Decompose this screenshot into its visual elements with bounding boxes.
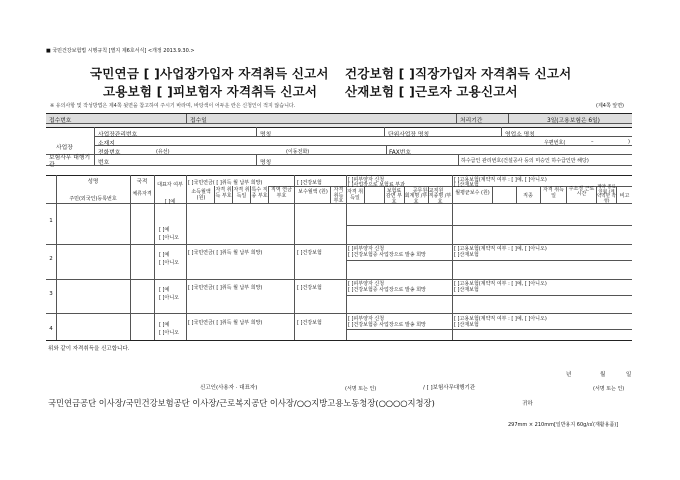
col-residence: 체류자격 <box>132 191 152 197</box>
hi-sub-acq-date: 자격 취득일 <box>346 189 364 201</box>
recipients-suffix: 귀하 <box>522 401 533 407</box>
date-month[interactable]: 월 <box>600 372 606 378</box>
emp-sub-hours: 주소정 근로 시간 <box>568 186 595 197</box>
emp-sub-contract-end: 계약 종료연월 (계약직만 작성) <box>597 185 616 204</box>
processing-period-label: 처리기간 <box>460 118 483 124</box>
workplace-section-label: 사업장 <box>56 145 73 151</box>
agency-number-label[interactable]: 번호 <box>98 160 110 166</box>
row2-emp[interactable]: [ ]고용보험(계약직 여부 : [ ]예, [ ]아니오) <box>454 246 547 252</box>
row2-acc[interactable]: [ ]산재보험 <box>454 252 479 258</box>
row4-card-mailing[interactable]: [ ]건강보험증 사업장으로 발송 희망 <box>348 322 426 328</box>
mobile-label: (이동전화) <box>286 149 310 155</box>
hi-sub-acq-code: 자격 취득 부호 <box>333 187 344 204</box>
dep-sub-public-servant: 공무원·교직원 <box>412 188 444 194</box>
emp-sub-note: 비고 <box>619 193 630 199</box>
title-national-pension: 국민연금 [ ]사업장가입자 자격취득 신고서 <box>90 66 329 81</box>
acc-header[interactable]: [ ]산재보험 <box>454 182 479 188</box>
emp-sub-acq-date: 자격 취득일 <box>543 187 564 199</box>
dependent-header[interactable]: [ ]피부양자 신청 <box>348 177 385 183</box>
row1-rep-yes[interactable]: [ ]예 <box>159 227 170 233</box>
dep-sub-reduction: 감면 부호 <box>385 193 403 205</box>
row2-dependent[interactable]: [ ]피부양자 신청 <box>348 246 385 252</box>
row3-hi[interactable]: [ ]건강보험 <box>297 285 322 291</box>
header-rep-yes[interactable]: [ ]예 <box>164 199 176 205</box>
row-number-3: 3 <box>49 291 53 297</box>
row4-hi[interactable]: [ ]건강보험 <box>297 320 322 326</box>
hi-header[interactable]: [ ]건강보험 <box>297 180 322 186</box>
dep-sub-job: 직종명 /부호 <box>428 193 452 205</box>
postal-code-label[interactable]: 우편번호( <box>544 140 566 146</box>
workplace-mgmt-number-label[interactable]: 사업장관리번호 <box>98 132 138 138</box>
row3-emp[interactable]: [ ]고용보험(계약직 여부 : [ ]예, [ ]아니오) <box>454 281 547 287</box>
row4-acc[interactable]: [ ]산재보험 <box>454 322 479 328</box>
row-number-1: 1 <box>49 218 53 224</box>
row2-np[interactable]: [ ]국민연금( [ ]취득 월 납부 희망) <box>188 250 263 256</box>
np-sub-acq-code: 자격 취득 부호 <box>215 187 232 199</box>
np-header[interactable]: [ ]국민연금( [ ]취득 월 납부 희망) <box>188 180 263 186</box>
row-number-4: 4 <box>49 326 53 332</box>
address-label[interactable]: 소재지 <box>98 141 115 147</box>
row2-rep-no[interactable]: [ ]아니오 <box>159 260 179 266</box>
np-sub-occupational: 직역 연금 부호 <box>271 187 292 199</box>
postal-code-dash: – <box>591 139 594 145</box>
row3-dependent[interactable]: [ ]피부양자 신청 <box>348 281 385 287</box>
date-day[interactable]: 일 <box>626 372 632 378</box>
row4-dependent[interactable]: [ ]피부양자 신청 <box>348 316 385 322</box>
np-sub-special: 특수 직종 부호 <box>251 187 268 199</box>
col-rrn: 주민(외국인)등록번호 <box>69 196 117 202</box>
agency-label: 보험사무 대행기관 <box>49 155 91 168</box>
reporter-label: 신고인(사용자 · 대표자) <box>200 385 258 391</box>
fax-label[interactable]: FAX번호 <box>389 150 411 156</box>
emp-header[interactable]: [ ]고용보험(계약직 여부 : [ ]예, [ ]아니오) <box>454 177 547 183</box>
row1-rep-no[interactable]: [ ]아니오 <box>159 235 179 241</box>
reporter-signature[interactable]: (서명 또는 인) <box>345 386 377 392</box>
row4-rep-no[interactable]: [ ]아니오 <box>159 330 179 336</box>
row-number-2: 2 <box>49 256 53 262</box>
law-reference: ■ 국민건강보험법 시행규칙 [별지 제6호서식] <개정 2013.9.30.> <box>46 48 195 54</box>
notice-text: ※ 유의사항 및 작성방법은 제4쪽 뒷면을 참고하여 주시기 바라며, 바탕색이 어두운 란은 신청인이 적지 않습니다. <box>50 103 296 109</box>
agency-name-label[interactable]: 명칭 <box>260 160 272 166</box>
landline-label: (유선) <box>156 149 170 155</box>
page-indicator: (제4쪽 앞면) <box>596 103 624 109</box>
row4-rep-yes[interactable]: [ ]예 <box>159 322 170 328</box>
paper-spec: 297mm × 210mm[일반용지 60g/㎡(재활용품)] <box>508 422 619 428</box>
processing-period-value: 3일(고용보험은 6일) <box>547 118 600 124</box>
row3-acc[interactable]: [ ]산재보험 <box>454 287 479 293</box>
application-form <box>46 113 632 341</box>
row4-emp[interactable]: [ ]고용보험(계약직 여부 : [ ]예, [ ]아니오) <box>454 316 547 322</box>
row2-rep-yes[interactable]: [ ]예 <box>159 252 170 258</box>
row3-rep-yes[interactable]: [ ]예 <box>159 287 170 293</box>
agency-signature[interactable]: (서명 또는 인) <box>593 386 625 392</box>
declaration-statement: 위와 같이 자격취득을 신고합니다. <box>48 346 130 352</box>
title-health-insurance: 건강보험 [ ]직장가입자 자격취득 신고서 <box>345 66 572 81</box>
hi-sub-salary: 보수월액 (원) <box>298 189 328 195</box>
emp-sub-monthly: 월평균보수 (원) <box>455 190 490 196</box>
row3-np[interactable]: [ ]국민연금( [ ]취득 월 납부 희망) <box>188 285 263 291</box>
dep-sub-account: 회계명 /부호 <box>404 193 428 205</box>
postal-code-close: ) <box>628 139 630 145</box>
col-representative: 대표자 여부 <box>157 182 183 188</box>
subcontractor-label[interactable]: 하수급인 관리번호(건설공사 등의 미승인 하수급인만 해당) <box>461 158 589 164</box>
row4-np[interactable]: [ ]국민연금( [ ]취득 월 납부 희망) <box>188 320 263 326</box>
col-name: 성명 <box>87 179 99 185</box>
row3-rep-no[interactable]: [ ]아니오 <box>159 295 179 301</box>
dep-sub-premium: 보험료 <box>386 188 402 194</box>
row3-card-mailing[interactable]: [ ]건강보험증 사업장으로 발송 희망 <box>348 287 426 293</box>
branch-name-label[interactable]: 영업소 명칭 <box>505 132 535 138</box>
receipt-date-label: 접수일 <box>190 118 207 124</box>
date-year[interactable]: 년 <box>566 372 572 378</box>
phone-label[interactable]: 전화번호 <box>98 150 121 156</box>
agency-signer-label[interactable]: / [ ]보험사무대행기관 <box>423 385 476 391</box>
row2-hi[interactable]: [ ]건강보험 <box>297 250 322 256</box>
receipt-number-label: 접수번호 <box>49 118 72 124</box>
recipients-line: 국민연금공단 이사장/국민건강보험공단 이사장/근로복지공단 이사장/○○지방고용노동청장(○○○○지청장) <box>48 398 435 408</box>
np-sub-acq-date: 자격 취득일 <box>233 187 250 199</box>
col-nationality: 국적 <box>136 179 148 185</box>
row2-card-mailing[interactable]: [ ]건강보험증 사업장으로 발송 희망 <box>348 252 426 258</box>
emp-sub-job: 직종 <box>523 193 533 199</box>
workplace-name-label[interactable]: 명칭 <box>260 132 272 138</box>
title-accident-insurance: 산재보험 [ ]근로자 고용신고서 <box>345 84 518 99</box>
workplace-billing-header[interactable]: [ ]사업장으로 보험료 부과 <box>348 182 405 188</box>
unit-workplace-name-label[interactable]: 단위사업장 명칭 <box>388 132 430 138</box>
title-employment-insurance: 고용보험 [ ]피보험자 자격취득 신고서 <box>103 84 318 99</box>
np-sub-income: 소득월액 (원) <box>191 189 211 201</box>
